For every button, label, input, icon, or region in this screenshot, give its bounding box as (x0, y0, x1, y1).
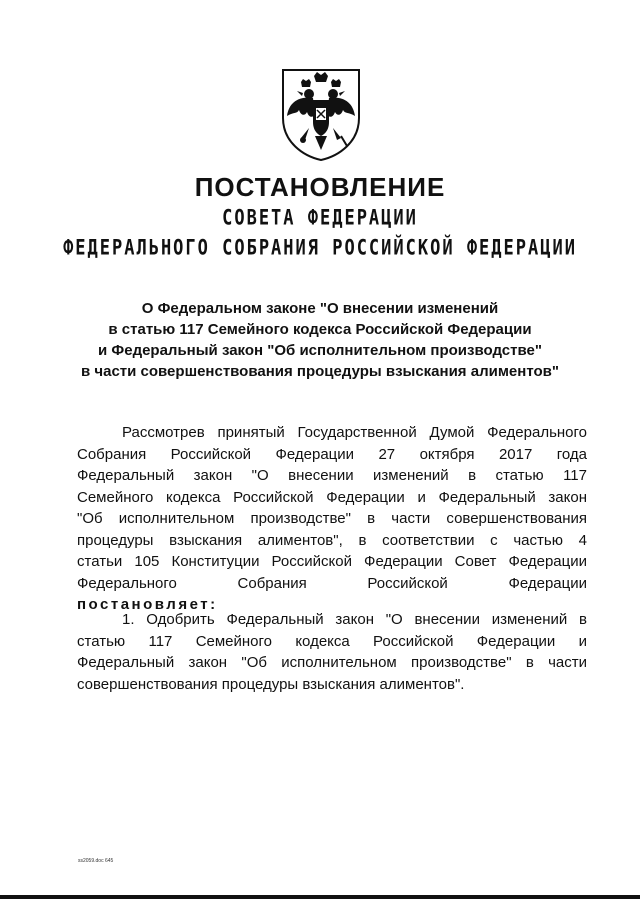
body-line: 1. Одобрить Федеральный закон "О внесении изменений в (122, 611, 587, 628)
body-line: Федерального Собрания Российской Федерации (77, 574, 587, 592)
body-line: Федеральный закон "Об исполнительном производстве" в части (77, 654, 587, 671)
document-reference: ss2059.doc 645 (78, 858, 114, 864)
resolves-word: постановляет: (77, 596, 218, 613)
resolution-item-1 (77, 609, 587, 695)
body-line: Собрания Российской Федерации 27 октября 2017 года (77, 445, 587, 463)
body-line: Федеральный закон "О внесении изменений в статью 117 (77, 467, 587, 484)
document-title: ПОСТАНОВЛЕНИЕ (194, 172, 446, 202)
law-title-line: в статью 117 Семейного кодекса Российской Федерации (108, 321, 532, 338)
law-title-line: О Федеральном законе "О внесении изменений (141, 300, 499, 317)
body-line: совершенствования процедуры взыскания алиментов". (77, 675, 465, 693)
body-line: Рассмотрев принятый Государственной Думой Федерального (122, 424, 587, 441)
issuer-line-1: СОВЕТА ФЕДЕРАЦИИ (222, 205, 418, 231)
law-title-line: и Федеральный закон "Об исполнительном производстве" (98, 342, 542, 359)
body-line: процедуры взыскания алиментов", в соответствии с частью 4 (77, 531, 587, 549)
page-bottom-border (0, 895, 640, 899)
body-line: Семейного кодекса Российской Федерации и Федеральный закон (77, 488, 587, 506)
body-line: статью 117 Семейного кодекса Российской Федерации и (77, 632, 587, 650)
law-title-line: в части совершенствования процедуры взыскания алиментов" (81, 363, 559, 380)
preamble-paragraph (77, 422, 587, 616)
body-line: "Об исполнительном производстве" в части совершенствования (77, 510, 587, 527)
body-line: статьи 105 Конституции Российской Федерации Совет Федерации (77, 553, 587, 570)
issuer-line-2: ФЕДЕРАЛЬНОГО СОБРАНИЯ РОССИЙСКОЙ ФЕДЕРАЦИИ (63, 235, 577, 261)
law-title (60, 298, 580, 382)
coat-of-arms-icon (279, 66, 363, 162)
